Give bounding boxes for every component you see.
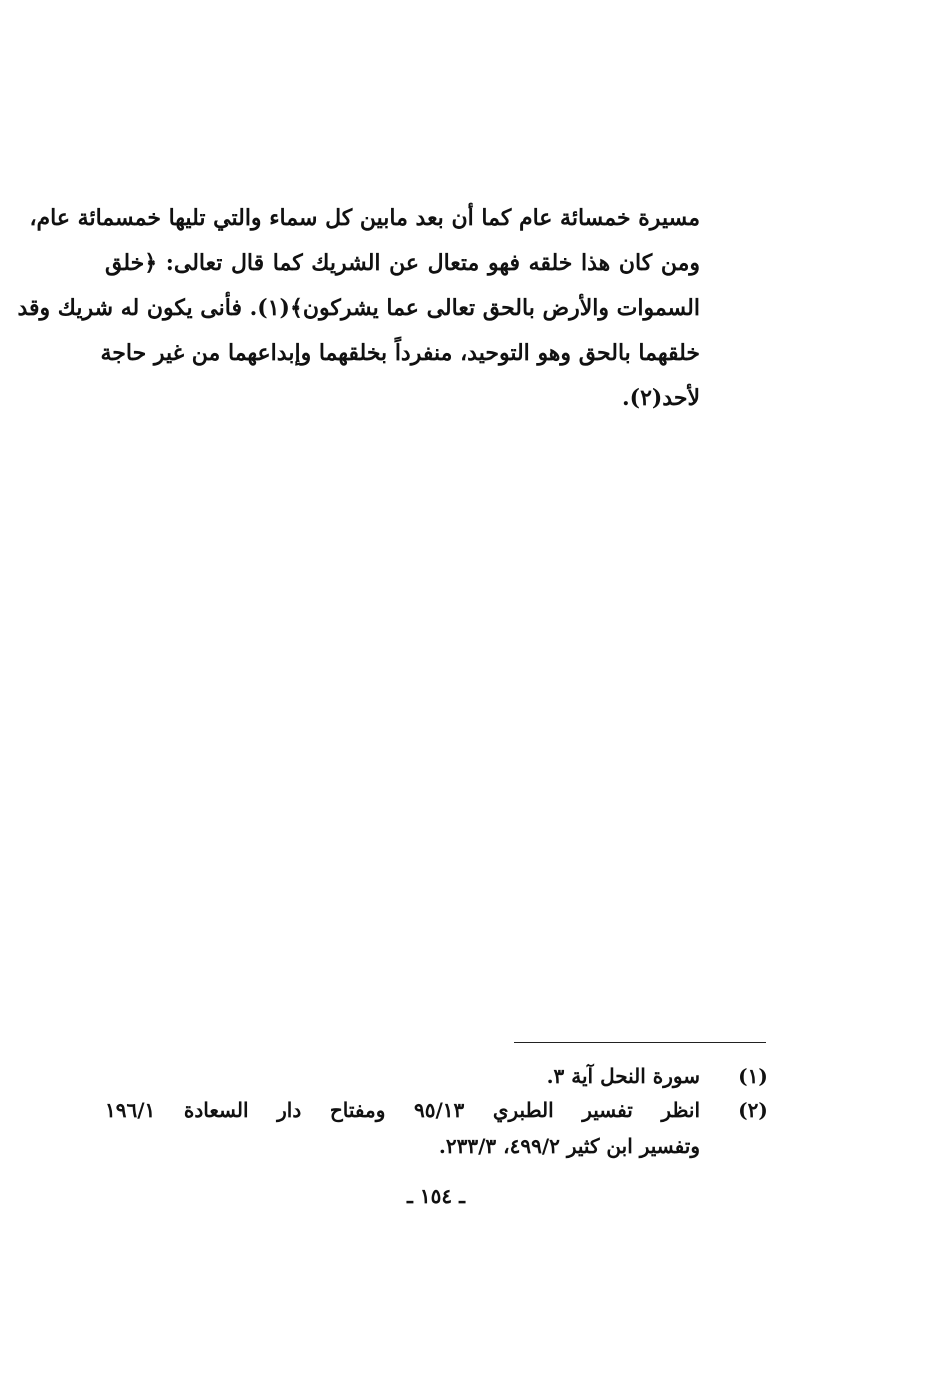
footnote-marker: (١) (738, 1064, 768, 1088)
body-line: ومن كان هذا خلقه فهو متعال عن الشريك كما قال تعالى: ﴿خلق (105, 250, 700, 276)
main-paragraph (17, 196, 700, 421)
page-number: ـ ١٥٤ ـ (407, 1184, 465, 1208)
footnote-separator (514, 1042, 766, 1043)
body-line: السموات والأرض بالحق تعالى عما يشركون﴾(١). فأنى يكون له شريك وقد (17, 295, 700, 321)
footnote-text: سورة النحل آية ٣. (546, 1064, 700, 1088)
body-line: خلقهما بالحق وهو التوحيد، منفرداً بخلقهما وإبداعهما من غير حاجة (100, 340, 700, 366)
footnote-text-continued: وتفسير ابن كثير ٤٩٩/٢، ٢٣٣/٣. (438, 1134, 700, 1158)
body-line: مسيرة خمسائة عام كما أن بعد مابين كل سماء والتي تليها خمسمائة عام، (29, 205, 700, 231)
footnote-marker: (٢) (738, 1098, 768, 1122)
footnote-text: انظر تفسير الطبري ٩٥/١٣ ومفتاح دار السعادة ١٩٦/١ (105, 1098, 700, 1122)
body-line: لأحد(٢). (621, 385, 700, 411)
